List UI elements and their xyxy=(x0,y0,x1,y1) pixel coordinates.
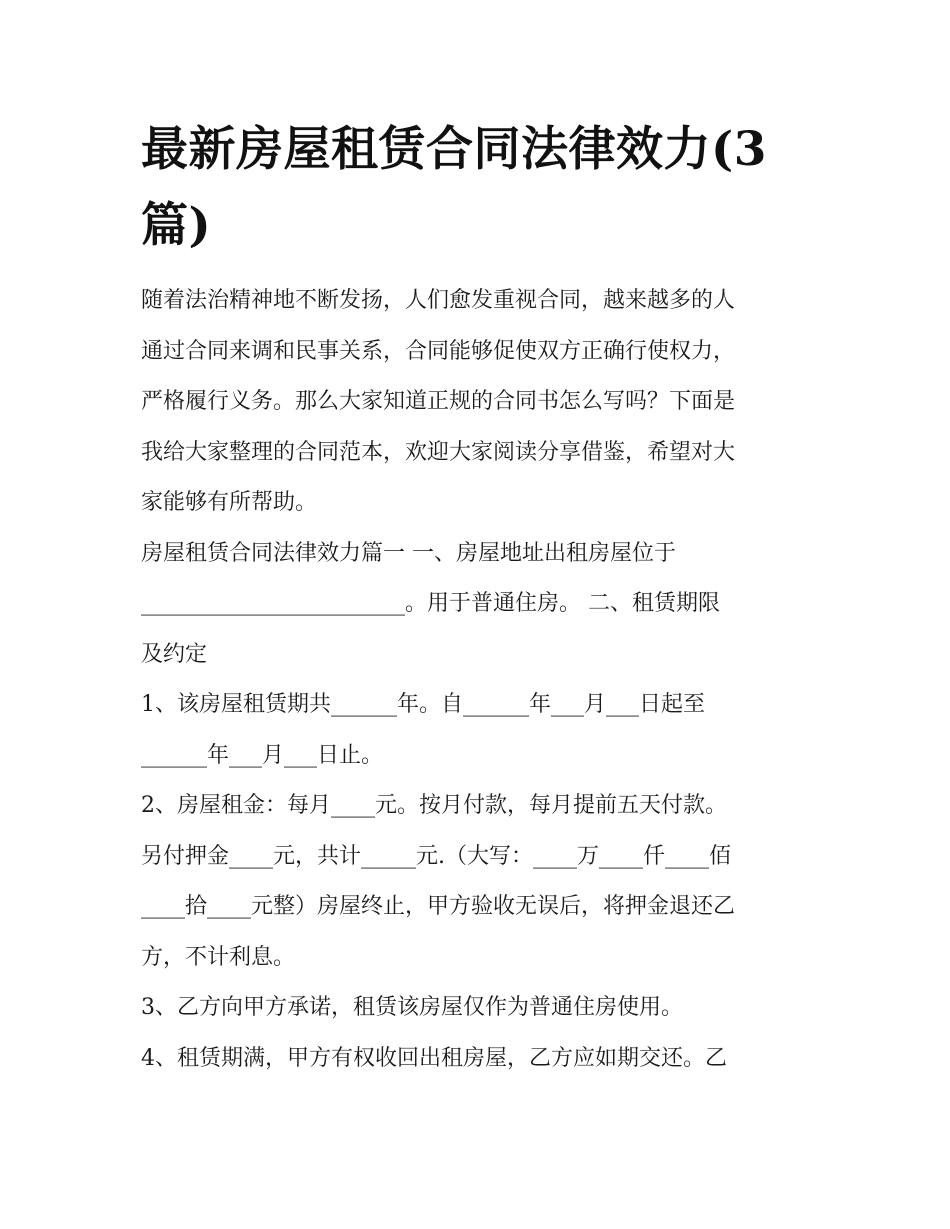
document-title xyxy=(141,112,820,264)
text-line: 随着法治精神地不断发扬，人们愈发重视合同，越来越多的人 xyxy=(141,288,736,313)
text-line: 4、租赁期满，甲方有权收回出租房屋，乙方应如期交还。乙 xyxy=(141,1045,727,1071)
text-line: 2、房屋租金：每月____元。按月付款，每月提前五天付款。 xyxy=(141,793,727,818)
text-line: 1、该房屋租赁期共______年。自______年___月___日起至 xyxy=(141,692,705,717)
section-1-paragraph xyxy=(141,529,820,681)
clause-2-paragraph xyxy=(141,781,820,983)
text-line: 通过合同来调和民事关系，合同能够促使双方正确行使权力， xyxy=(141,338,736,364)
clause-1-paragraph xyxy=(141,680,820,781)
text-line: 家能够有所帮助。 xyxy=(141,490,318,515)
text-line: 方，不计利息。 xyxy=(141,944,296,970)
title-line: 最新房屋租赁合同法律效力(3 xyxy=(141,122,767,177)
text-line: 及约定 xyxy=(141,641,208,667)
clause-4-paragraph xyxy=(141,1034,820,1085)
text-line: ____拾____元整）房屋终止，甲方验收无误后，将押金退还乙 xyxy=(141,894,736,919)
text-line: ________________________。用于普通住房。 二、租赁期限 xyxy=(141,591,720,616)
text-line: 3、乙方向甲方承诺，租赁该房屋仅作为普通住房使用。 xyxy=(141,995,683,1020)
text-line: 房屋租赁合同法律效力篇一 一、房屋地址出租房屋位于 xyxy=(141,540,676,566)
title-line: 篇) xyxy=(141,198,212,253)
text-line: ______年___月___日止。 xyxy=(141,742,384,768)
text-line: 另付押金____元，共计_____元.（大写：____万____仟____佰 xyxy=(141,843,731,869)
document-body xyxy=(141,276,820,1084)
intro-paragraph xyxy=(141,276,820,529)
text-line: 我给大家整理的合同范本，欢迎大家阅读分享借鉴，希望对大 xyxy=(141,439,736,465)
text-line: 严格履行义务。那么大家知道正规的合同书怎么写吗？下面是 xyxy=(141,389,736,414)
clause-3-paragraph xyxy=(141,983,820,1034)
